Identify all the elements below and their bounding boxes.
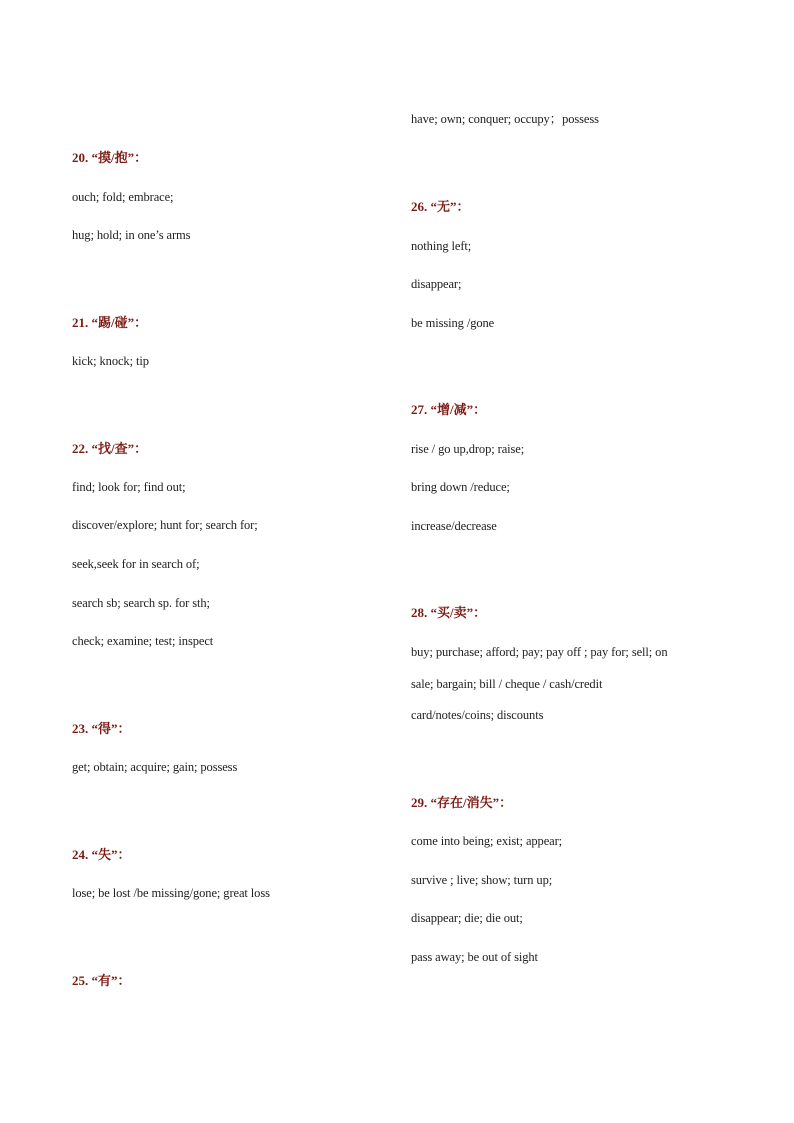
- section-29-line-3: disappear; die; die out;: [411, 911, 523, 925]
- section-25-line-1: have; own; conquer; occupy；possess: [411, 112, 599, 126]
- section-28-line-1: buy; purchase; afford; pay; pay off ; pay for; sell; on: [411, 645, 668, 659]
- section-27-line-3: increase/decrease: [411, 519, 497, 533]
- section-28-line-3: card/notes/coins; discounts: [411, 708, 544, 722]
- section-23-heading: 23. “得”：: [72, 721, 131, 736]
- section-22-line-3: seek,seek for in search of;: [72, 557, 200, 571]
- section-26-line-2: disappear;: [411, 277, 462, 291]
- section-28-heading: 28. “买/卖”：: [411, 605, 487, 620]
- section-23-line-1: get; obtain; acquire; gain; possess: [72, 760, 238, 774]
- section-21-line-1: kick; knock; tip: [72, 354, 149, 368]
- section-20-line-1: ouch; fold; embrace;: [72, 190, 174, 204]
- section-27-line-1: rise / go up,drop; raise;: [411, 442, 525, 456]
- section-20-line-2: hug; hold; in one’s arms: [72, 228, 191, 242]
- section-22-heading: 22. “找/查”：: [72, 441, 148, 456]
- section-27-line-2: bring down /reduce;: [411, 480, 510, 494]
- section-24-heading: 24. “失”：: [72, 847, 131, 862]
- section-29-line-4: pass away; be out of sight: [411, 950, 538, 964]
- section-25-heading: 25. “有”：: [72, 973, 131, 988]
- section-26-heading: 26. “无”：: [411, 199, 470, 214]
- section-29-heading: 29. “存在/消失”：: [411, 795, 513, 810]
- section-29-line-2: survive ; live; show; turn up;: [411, 873, 553, 887]
- section-26-line-3: be missing /gone: [411, 316, 495, 330]
- section-26-line-1: nothing left;: [411, 239, 472, 253]
- section-22-line-1: find; look for; find out;: [72, 480, 186, 494]
- section-27-heading: 27. “增/减”：: [411, 402, 487, 417]
- section-22-line-2: discover/explore; hunt for; search for;: [72, 518, 258, 532]
- section-29-line-1: come into being; exist; appear;: [411, 834, 563, 848]
- section-20-heading: 20. “摸/抱”：: [72, 150, 148, 165]
- section-22-line-5: check; examine; test; inspect: [72, 634, 214, 648]
- section-24-line-1: lose; be lost /be missing/gone; great loss: [72, 886, 270, 900]
- section-22-line-4: search sb; search sp. for sth;: [72, 596, 210, 610]
- section-21-heading: 21. “踢/碰”：: [72, 315, 148, 330]
- section-28-line-2: sale; bargain; bill / cheque / cash/credit: [411, 677, 603, 691]
